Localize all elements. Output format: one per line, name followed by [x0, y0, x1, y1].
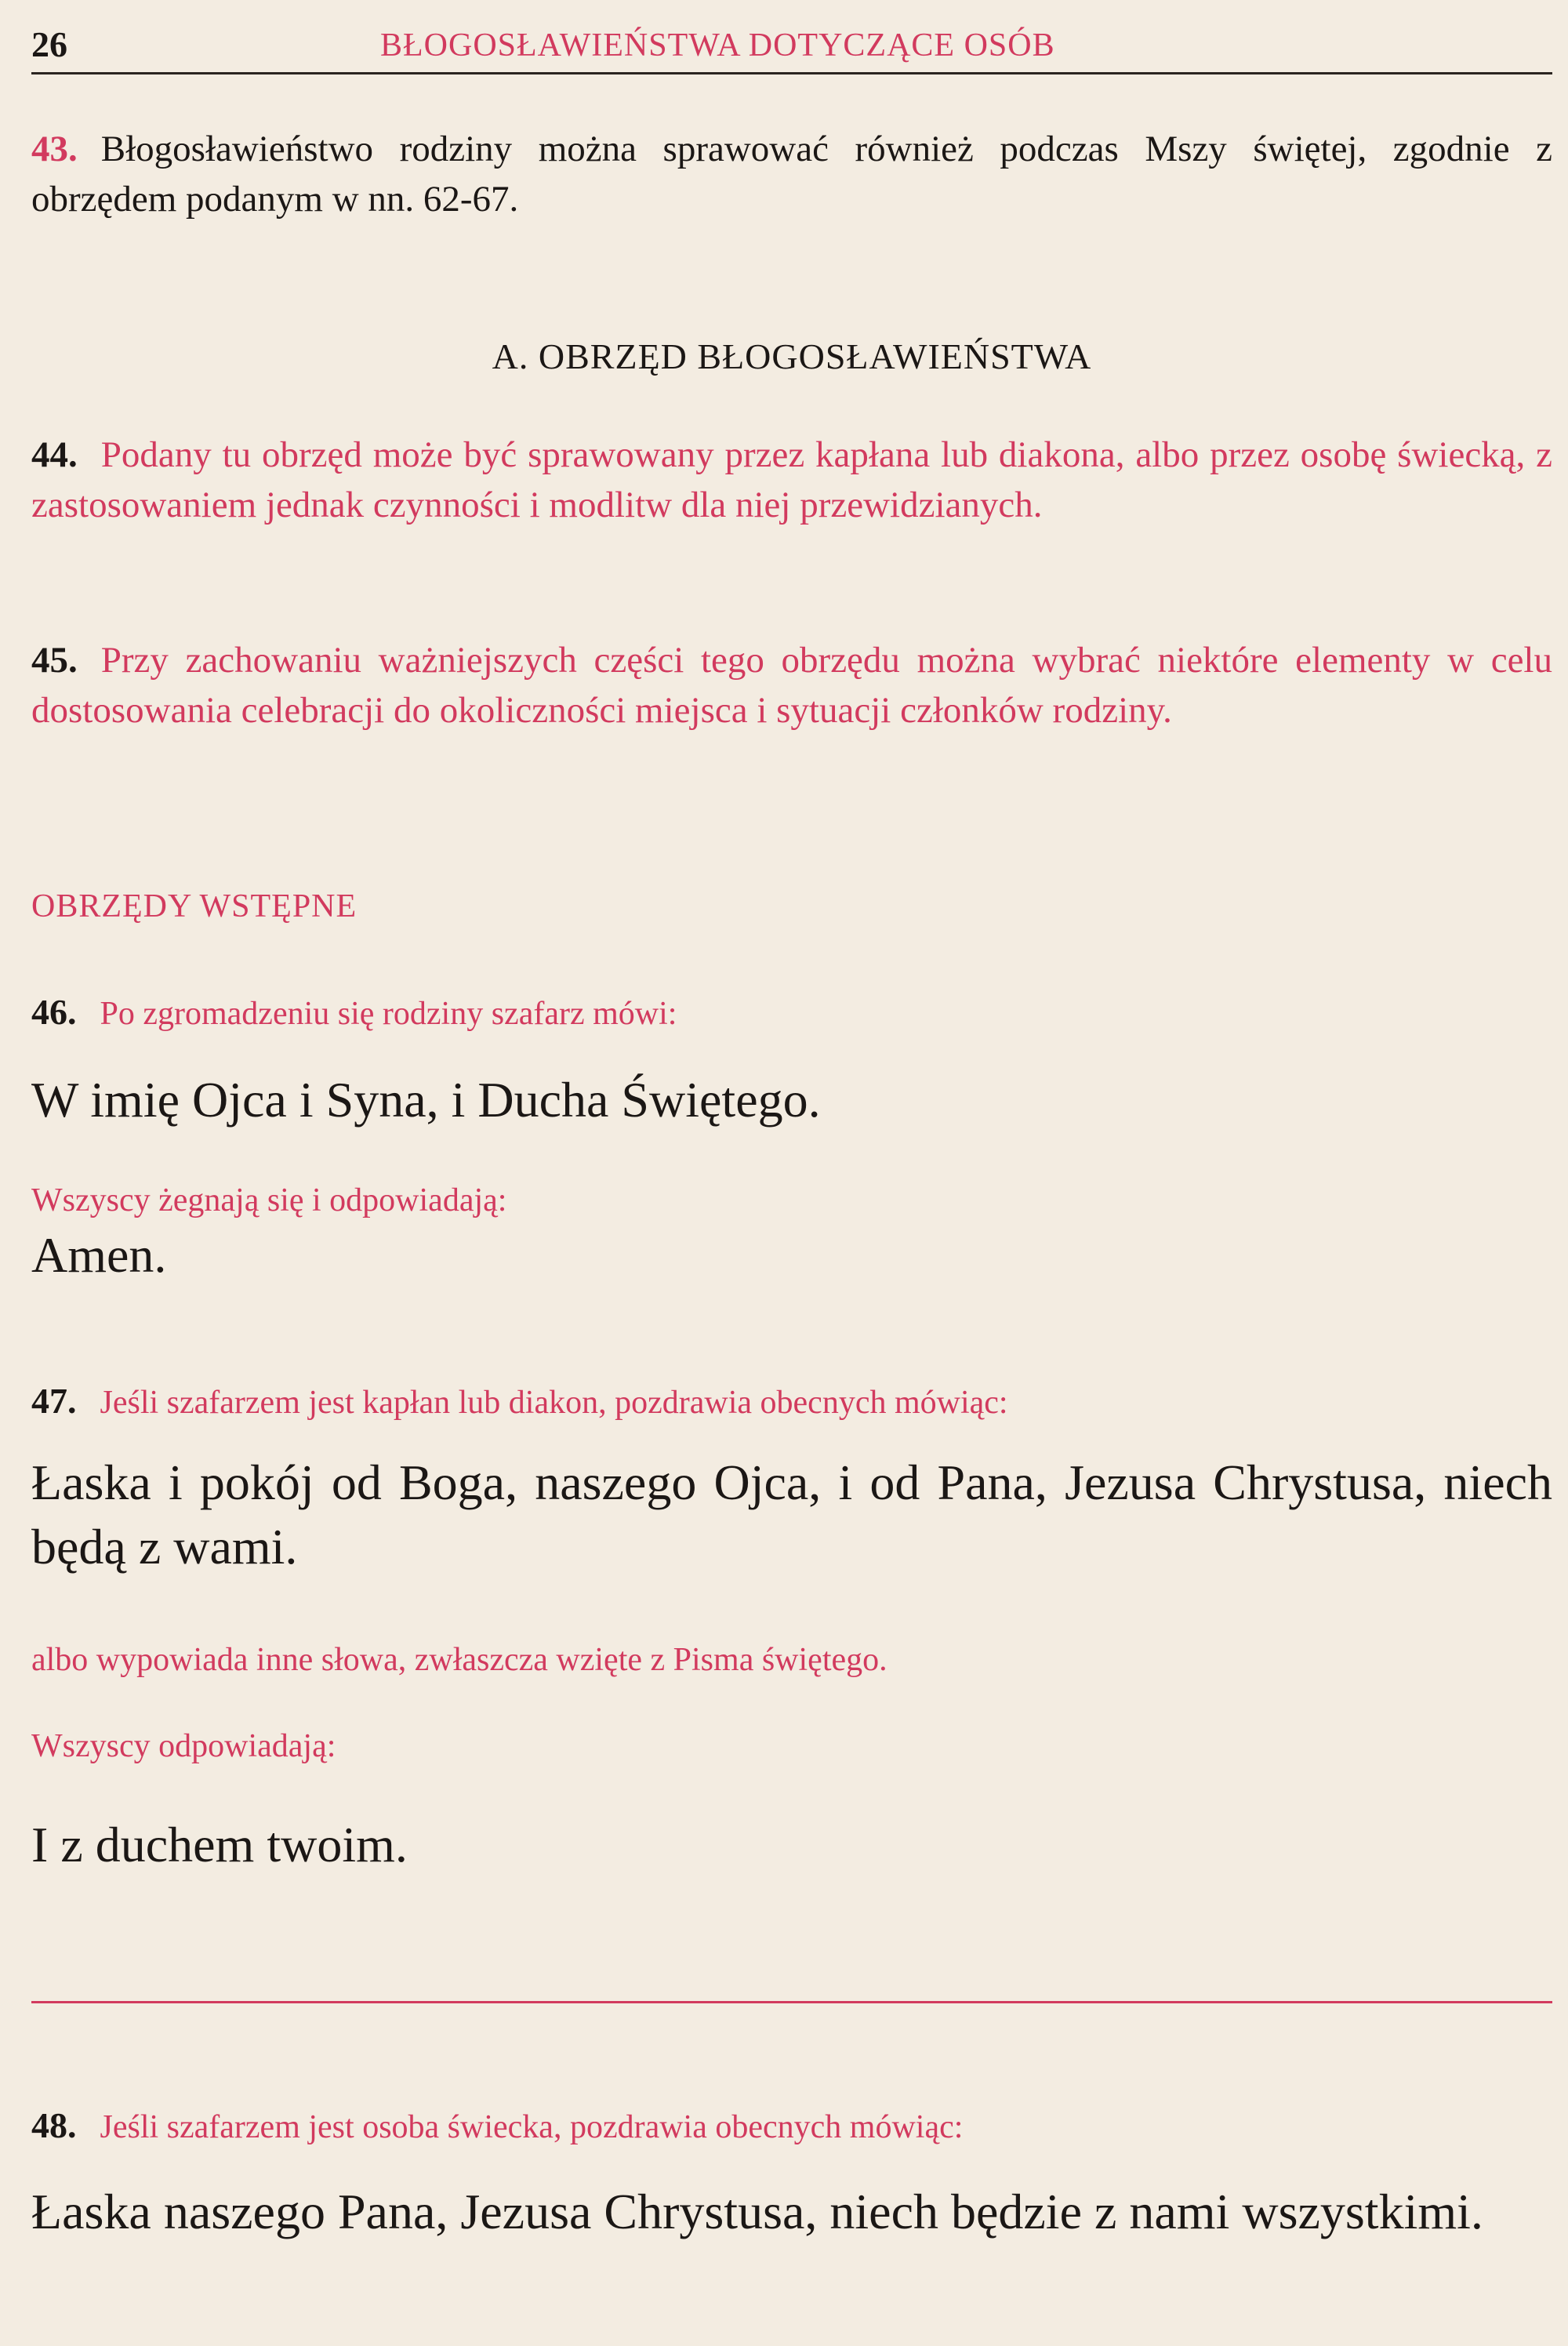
section-heading: A. OBRZĘD BŁOGOSŁAWIEŃSTWA — [492, 336, 1092, 376]
paragraph-number: 43. — [31, 129, 78, 169]
paragraph-43 — [31, 124, 1552, 224]
paragraph-44 — [31, 430, 1552, 530]
paragraph-number: 46. — [31, 992, 77, 1032]
rubric-46 — [31, 990, 1552, 1037]
rubric-text: Jeśli szafarzem jest osoba świecka, pozdrawia obecnych mówiąc: — [100, 2109, 964, 2145]
paragraph-number: 48. — [31, 2105, 77, 2145]
book-page — [31, 0, 1552, 2346]
section-label: OBRZĘDY WSTĘPNE — [31, 888, 358, 924]
paragraph-text: Błogosławieństwo rodziny można sprawować również podczas Mszy świętej, zgodnie z obrzędem podanym w nn. 62-67. — [31, 129, 1552, 220]
page-header — [31, 24, 1552, 71]
response-47: I z duchem twoim. — [31, 1817, 408, 1872]
section-divider-rule — [31, 2001, 1552, 2003]
spoken-text-46: W imię Ojca i Syna, i Ducha Świętego. — [31, 1072, 821, 1128]
paragraph-text: Przy zachowaniu ważniejszych części tego obrzędu można wybrać niektóre elementy w celu dostosowania celebracji do okoliczności miejsca i sytuacji członków rodziny. — [31, 640, 1552, 731]
header-rule — [31, 72, 1552, 74]
rubric-text: Jeśli szafarzem jest kapłan lub diakon, pozdrawia obecnych mówiąc: — [100, 1385, 1008, 1421]
rubric-47 — [31, 1378, 1552, 1425]
spoken-text-48: Łaska naszego Pana, Jezusa Chrystusa, niech będzie z nami wszystkimi. — [31, 2184, 1483, 2239]
paragraph-number: 44. — [31, 434, 78, 475]
page-number: 26 — [31, 24, 67, 64]
response-46: Amen. — [31, 1227, 167, 1283]
rubric-47-response: Wszyscy odpowiadają: — [31, 1728, 336, 1764]
spoken-text-47: Łaska i pokój od Boga, naszego Ojca, i od Pana, Jezusa Chrystusa, niech będą z wami. — [31, 1454, 1552, 1574]
rubric-text: Po zgromadzeniu się rodziny szafarz mówi: — [100, 996, 677, 1032]
rubric-48 — [31, 2103, 1552, 2150]
paragraph-text: Podany tu obrzęd może być sprawowany przez kapłana lub diakona, albo przez osobę świecką, z zastosowaniem jednak czynności i modlitw dla niej przewidzianych. — [31, 434, 1552, 525]
rubric-47-alternative: albo wypowiada inne słowa, zwłaszcza wzięte z Pisma świętego. — [31, 1642, 887, 1678]
paragraph-number: 45. — [31, 640, 78, 681]
paragraph-45 — [31, 635, 1552, 735]
running-title: BŁOGOSŁAWIEŃSTWA DOTYCZĄCE OSÓB — [380, 27, 1055, 64]
paragraph-number: 47. — [31, 1381, 77, 1421]
rubric-46-response: Wszyscy żegnają się i odpowiadają: — [31, 1182, 507, 1218]
